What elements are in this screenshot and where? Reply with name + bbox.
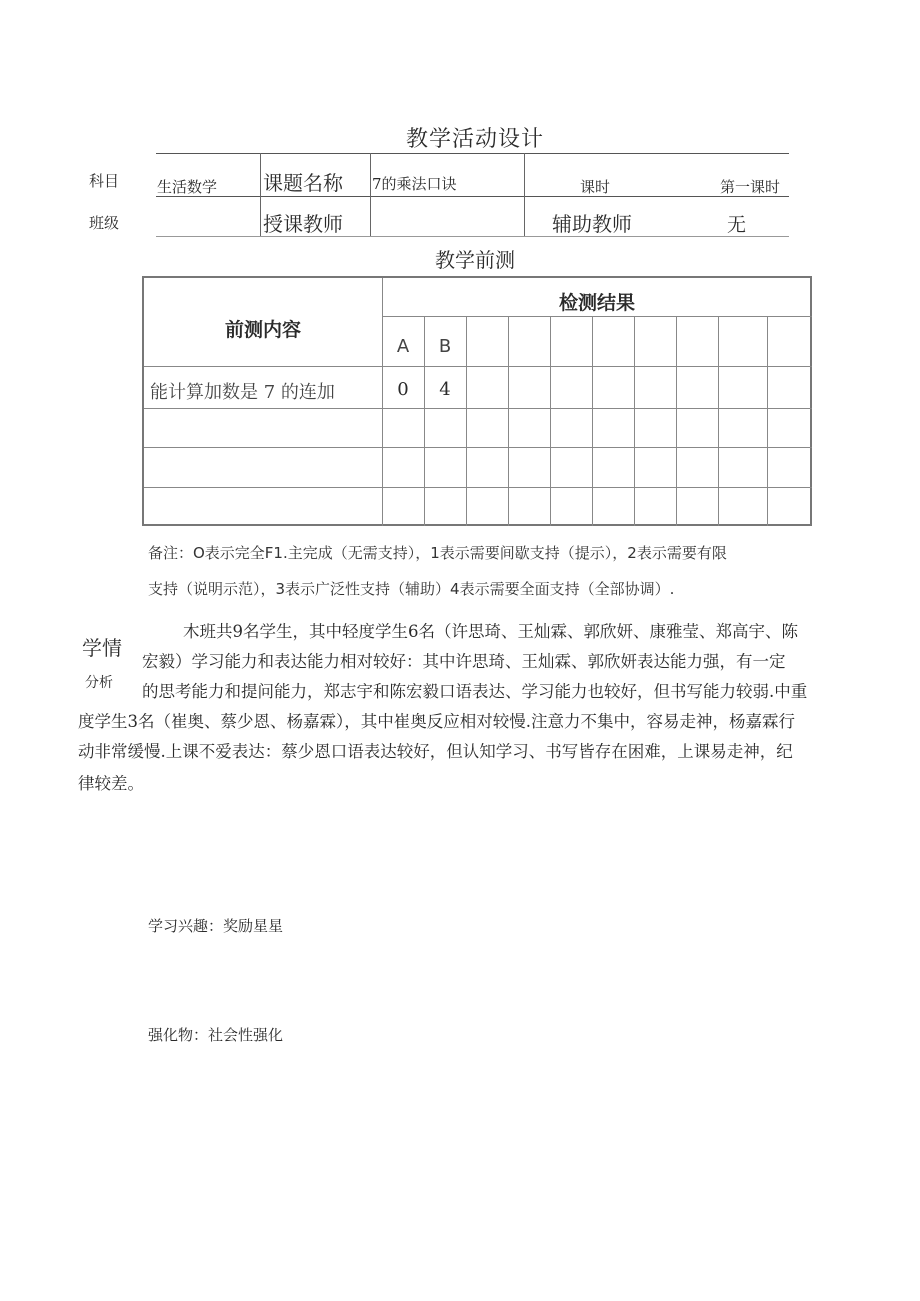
result-cell: 0	[397, 379, 409, 400]
grid-line	[508, 316, 509, 526]
grid-line	[592, 316, 593, 526]
topic-label: 课题名称	[263, 171, 343, 195]
analysis-label: 学情	[82, 636, 122, 660]
subject-value: 生活数学	[157, 178, 218, 196]
pretest-row-content: 能计算加数是 7 的连加	[150, 382, 335, 403]
content-header: 前测内容	[224, 319, 301, 341]
grid-line	[767, 316, 768, 526]
assistant-label: 辅助教师	[552, 212, 632, 236]
learning-interest: 学习兴趣：奖励星星	[148, 917, 284, 935]
result-header: 检测结果	[558, 292, 635, 314]
info-table-top-rule	[156, 153, 789, 154]
grid-line	[634, 316, 635, 526]
grid-line	[144, 366, 812, 367]
grid-line	[144, 487, 812, 488]
grid-line	[144, 447, 812, 448]
class-label: 班级	[89, 214, 120, 232]
analysis-line: 动非常缓慢.上课不爱表达：蔡少恩口语表达较好，但认知学习、书写皆存在困难，上课易走神，纪	[78, 742, 793, 761]
analysis-line: 的思考能力和提问能力，郑志宇和陈宏毅口语表达、学习能力也较好，但书写能力较弱.中重	[142, 682, 808, 701]
pretest-title: 教学前测	[435, 248, 515, 272]
note-line-2: 支持（说明示范），3表示广泛性支持（辅助）4表示需要全面支持（全部协调）.	[148, 580, 675, 598]
grid-line	[550, 316, 551, 526]
result-cell: 4	[439, 379, 451, 400]
document-title: 教学活动设计	[405, 127, 544, 152]
analysis-sublabel: 分析	[85, 675, 113, 691]
grid-line	[676, 316, 677, 526]
grid-line	[718, 316, 719, 526]
info-table-bottom-rule	[156, 236, 789, 237]
info-table-middle-rule	[156, 196, 789, 197]
note-line-1: 备注：O表示完全F1.主完成（无需支持），1表示需要间歇支持（提示），2表示需要有限	[148, 544, 727, 562]
grid-line	[144, 408, 812, 409]
grid-line	[382, 316, 812, 317]
topic-value: 7的乘法口诀	[372, 175, 457, 193]
grid-line	[466, 316, 467, 526]
analysis-line: 律较差。	[78, 774, 144, 793]
column-label: A	[396, 336, 410, 357]
pretest-table	[142, 276, 812, 526]
analysis-line: 度学生3名（崔奥、蔡少恩、杨嘉霖），其中崔奥反应相对较慢.注意力不集中，容易走神，杨嘉霖行	[78, 712, 795, 731]
reinforcer: 强化物：社会性强化	[148, 1026, 284, 1044]
teacher-label: 授课教师	[263, 212, 343, 236]
analysis-line: 木班共9名学生，其中轻度学生6名（许思琦、王灿霖、郭欣妍、康雅莹、郑高宇、陈	[183, 622, 798, 641]
period-value: 第一课时	[720, 178, 781, 196]
column-label: B	[438, 336, 452, 357]
info-table-divider	[524, 153, 525, 236]
info-table-divider	[260, 153, 261, 236]
analysis-line: 宏毅）学习能力和表达能力相对较好：其中许思琦、王灿霖、郭欣妍表达能力强，有一定	[142, 652, 786, 671]
period-label: 课时	[580, 178, 611, 196]
assistant-value: 无	[727, 214, 747, 236]
subject-label: 科目	[89, 172, 120, 190]
grid-line	[382, 278, 383, 526]
info-table-divider	[370, 153, 371, 236]
